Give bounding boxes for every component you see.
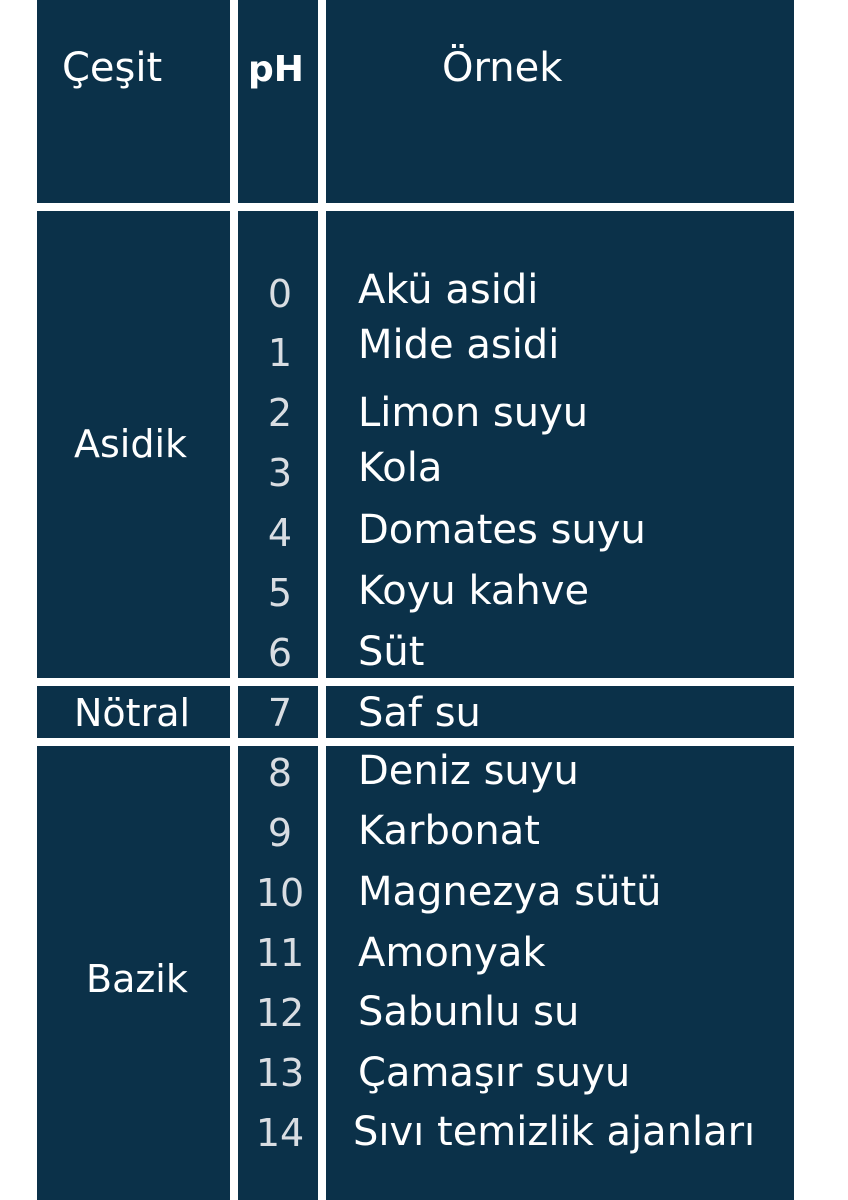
category-basic: Bazik	[86, 957, 188, 1001]
example-text: Karbonat	[358, 808, 540, 854]
example-text: Amonyak	[358, 930, 546, 976]
ph-value: 5	[267, 571, 293, 615]
ph-value: 0	[267, 272, 293, 316]
ph-value: 6	[267, 631, 293, 675]
example-text: Limon suyu	[358, 390, 589, 436]
example-text: Saf su	[358, 690, 481, 736]
ph-value: 4	[267, 511, 293, 555]
header-cell-example	[326, 0, 794, 203]
ph-value: 12	[255, 991, 305, 1035]
example-text: Magnezya sütü	[358, 869, 662, 915]
example-text: Çamaşır suyu	[358, 1050, 631, 1096]
header-cell-type	[37, 0, 230, 203]
example-text: Sabunlu su	[358, 989, 580, 1035]
category-acidic: Asidik	[74, 422, 188, 466]
ph-value: 7	[267, 691, 293, 735]
ph-value: 14	[255, 1111, 305, 1155]
example-text: Deniz suyu	[358, 748, 579, 794]
ph-value: 2	[267, 391, 293, 435]
ph-value: 8	[267, 751, 293, 795]
example-text: Mide asidi	[358, 322, 560, 368]
ph-value: 9	[267, 811, 293, 855]
ph-value: 10	[255, 871, 305, 915]
header-type-label: Çeşit	[62, 45, 163, 91]
ph-value: 13	[255, 1051, 305, 1095]
example-text: Koyu kahve	[358, 568, 590, 614]
example-text: Akü asidi	[358, 267, 539, 313]
header-ph-label: pH	[248, 49, 304, 90]
header-example-label: Örnek	[442, 45, 563, 91]
header-cell-ph	[238, 0, 318, 203]
ph-value: 1	[267, 331, 293, 375]
example-text: Domates suyu	[358, 507, 646, 553]
example-text: Sıvı temizlik ajanları	[353, 1109, 756, 1155]
ph-value: 11	[255, 931, 305, 975]
example-text: Kola	[358, 445, 443, 491]
ph-value: 3	[267, 451, 293, 495]
example-text: Süt	[358, 629, 425, 675]
category-neutral: Nötral	[74, 691, 191, 735]
